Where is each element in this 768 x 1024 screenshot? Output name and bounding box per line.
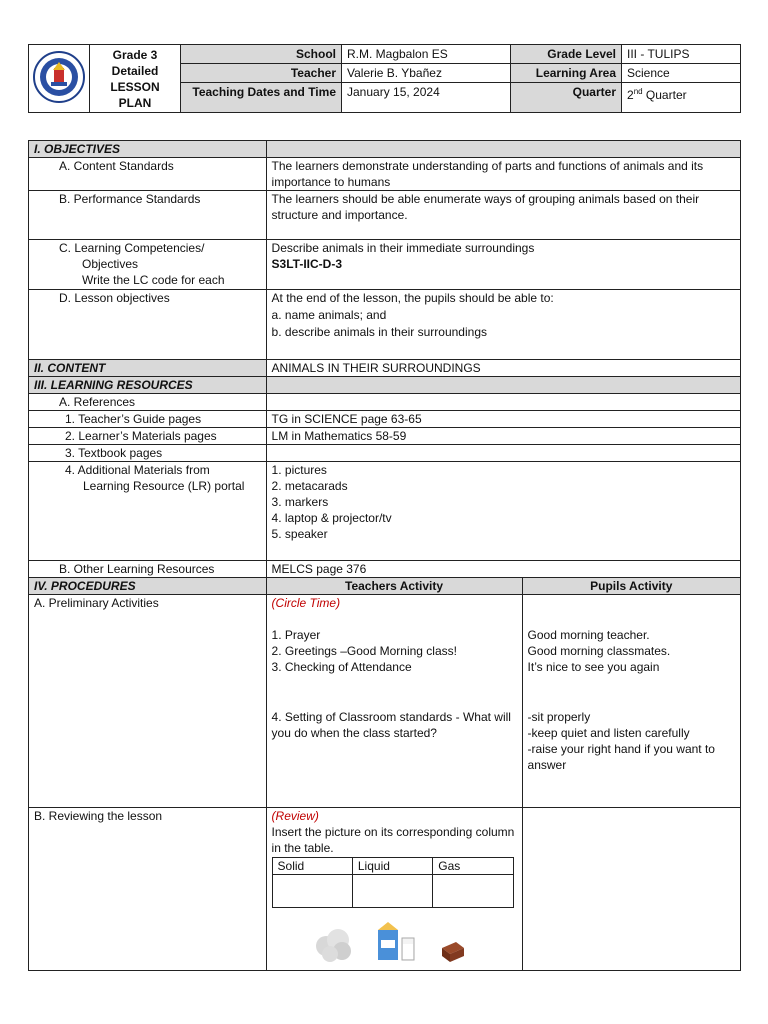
lesson-objectives-value: At the end of the lesson, the pupils should be able to: a. name animals; and b. describe animals in their surroundings — [266, 290, 740, 360]
school-label: School — [181, 45, 342, 64]
list-item: 3. markers — [271, 495, 329, 509]
teacher-value: Valerie B. Ybañez — [342, 64, 511, 83]
lc-code: S3LT-IIC-D-3 — [271, 257, 342, 271]
smoke-picture — [312, 924, 356, 964]
quarter-value: 2nd Quarter — [622, 83, 741, 113]
circle-time-tag: (Circle Time) — [271, 596, 341, 610]
procedures-heading: IV. PROCEDURES — [29, 578, 267, 595]
dates-value: January 15, 2024 — [342, 83, 511, 113]
list-item: 5. speaker — [271, 527, 328, 541]
content-standards-label: A. Content Standards — [29, 158, 267, 191]
objectives-heading: I. OBJECTIVES — [29, 141, 267, 158]
grade-level-value: III - TULIPS — [622, 45, 741, 64]
other-resources-label: B. Other Learning Resources — [29, 561, 267, 578]
liquid-header: Liquid — [352, 858, 432, 875]
content-value: ANIMALS IN THEIR SURROUNDINGS — [266, 360, 740, 377]
grade-level-label: Grade Level — [511, 45, 622, 64]
matter-pictures — [312, 916, 517, 964]
lm-label: 2. Learner’s Materials pages — [29, 428, 267, 445]
lesson-plan-table — [28, 140, 741, 971]
teachers-activity-heading: Teachers Activity — [266, 578, 522, 595]
additional-materials-label: 4. Additional Materials from Learning Resource (LR) portal — [29, 462, 267, 561]
reviewing-pupils — [522, 808, 740, 971]
tg-label: 1. Teacher’s Guide pages — [29, 411, 267, 428]
pupils-activity-heading: Pupils Activity — [522, 578, 740, 595]
preliminary-label: A. Preliminary Activities — [29, 595, 267, 808]
gas-header: Gas — [433, 858, 513, 875]
list-item: 2. metacarads — [271, 479, 348, 493]
reviewing-label: B. Reviewing the lesson — [29, 808, 267, 971]
performance-standards-value: The learners should be able enumerate ways of grouping animals based on their structure and importance. — [266, 191, 740, 240]
milk-carton-picture — [374, 920, 422, 964]
dates-label: Teaching Dates and Time — [181, 83, 342, 113]
lesson-objectives-label: D. Lesson objectives — [29, 290, 267, 360]
performance-standards-label: B. Performance Standards — [29, 191, 267, 240]
header-table — [28, 44, 741, 113]
preliminary-pupils: Good morning teacher. Good morning classmates. It’s nice to see you again -sit properly -keep quiet and listen carefully -raise your right hand if you want to answer — [522, 595, 740, 808]
content-standards-value: The learners demonstrate understanding of parts and functions of animals and its importance to humans — [266, 158, 740, 191]
school-value: R.M. Magbalon ES — [342, 45, 511, 64]
textbook-label: 3. Textbook pages — [29, 445, 267, 462]
reviewing-teacher: (Review) Insert the picture on its corresponding column in the table. Solid Liquid Gas — [266, 808, 522, 971]
deped-seal-icon — [32, 50, 86, 104]
plan-title: Grade 3 Detailed LESSON PLAN — [90, 45, 181, 113]
other-resources-value: MELCS page 376 — [266, 561, 740, 578]
teacher-label: Teacher — [181, 64, 342, 83]
review-tag: (Review) — [271, 809, 319, 823]
deped-logo — [29, 45, 90, 113]
additional-materials-list — [266, 462, 740, 561]
lm-value: LM in Mathematics 58-59 — [266, 428, 740, 445]
learning-area-label: Learning Area — [511, 64, 622, 83]
competencies-value: Describe animals in their immediate surroundings S3LT-IIC-D-3 — [266, 240, 740, 290]
competencies-label: C. Learning Competencies/ Objectives Write the LC code for each — [29, 240, 267, 290]
states-of-matter-table — [272, 857, 514, 908]
resources-heading: III. LEARNING RESOURCES — [29, 377, 267, 394]
brick-picture — [440, 940, 466, 964]
solid-header: Solid — [272, 858, 352, 875]
quarter-label: Quarter — [511, 83, 622, 113]
content-heading: II. CONTENT — [29, 360, 267, 377]
preliminary-teacher: (Circle Time) 1. Prayer 2. Greetings –Good Morning class! 3. Checking of Attendance 4. Setting of Classroom standards - What will you do when the class started? — [266, 595, 522, 808]
references-label: A. References — [29, 394, 267, 411]
list-item: 1. pictures — [271, 463, 327, 477]
list-item: 4. laptop & projector/tv — [271, 511, 392, 525]
learning-area-value: Science — [622, 64, 741, 83]
tg-value: TG in SCIENCE page 63-65 — [266, 411, 740, 428]
